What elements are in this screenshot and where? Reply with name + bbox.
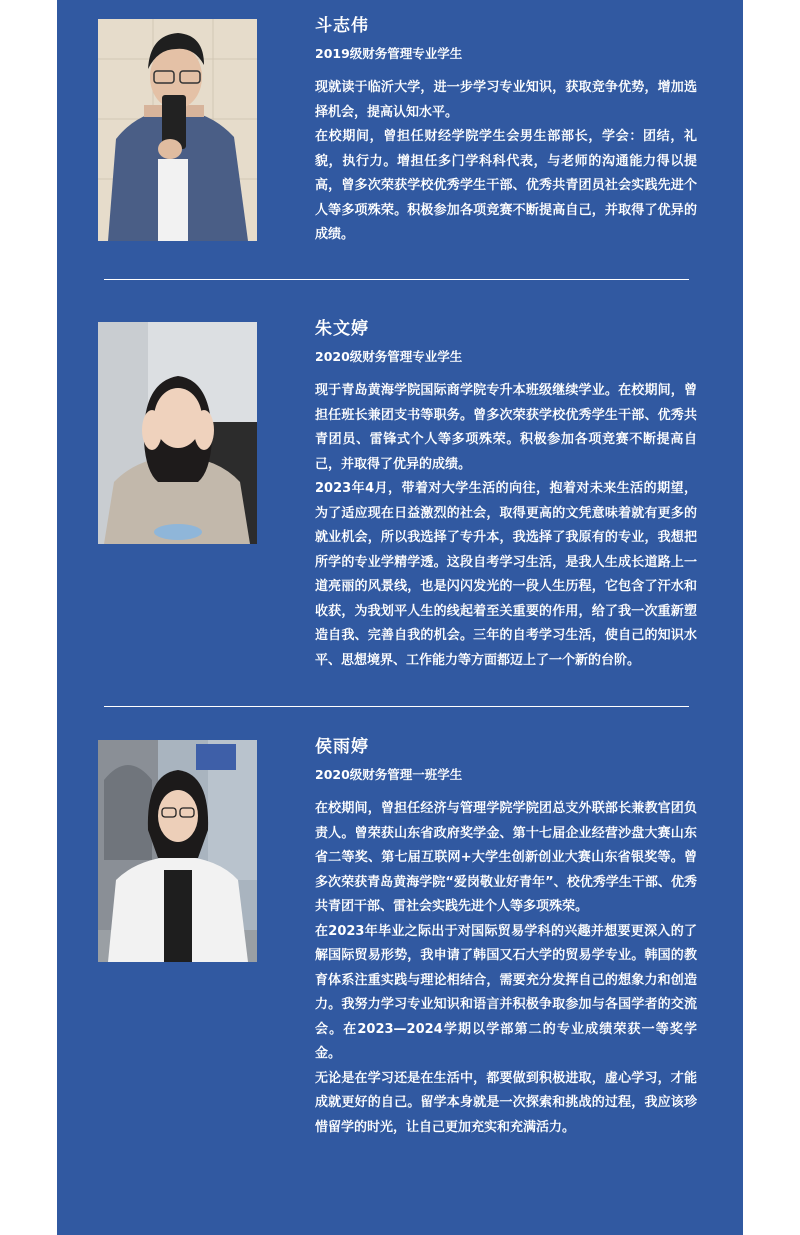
profile-bio xyxy=(315,379,697,673)
bio-paragraph: 在校期间，曾担任财经学院学生会男生部部长，学会：团结，礼貌，执行力。增担任多门学科科代表，与老师的沟通能力得以提高，曾多次荣获学校优秀学生干部、优秀共青团员社会实践先进个人等多项殊荣。积极参加各项竞赛不断提高自己，并取得了优异的成绩。 xyxy=(315,129,697,242)
profile-bio xyxy=(315,76,697,248)
bio-paragraph: 现于青岛黄海学院国际商学院专升本班级继续学业。在校期间，曾担任班长兼团支书等职务。曾多次荣获学校优秀学生干部、优秀共青团员、雷锋式个人等多项殊荣。积极参加各项竞赛不断提高自己，并取得了优异的成绩。 xyxy=(315,383,697,472)
profile-role: 2019级财务管理专业学生 xyxy=(315,46,463,61)
bio-paragraph: 无论是在学习还是在生活中，都要做到积极进取，虚心学习，才能成就更好的自己。留学本身就是一次探索和挑战的过程，我应该珍惜留学的时光，让自己更加充实和充满活力。 xyxy=(315,1070,697,1135)
profile-photo-dou-zhiwei xyxy=(98,19,257,241)
profile-photo-zhu-wenting xyxy=(98,322,257,544)
profile-role: 2020级财务管理一班学生 xyxy=(315,767,463,782)
profile-info-zhu-wenting xyxy=(315,318,697,673)
content-panel xyxy=(57,0,743,1235)
profile-name: 斗志伟 xyxy=(315,16,369,36)
profile-bio xyxy=(315,797,697,1140)
profile-info-hou-yuting xyxy=(315,736,697,1140)
bio-paragraph: 在2023年毕业之际出于对国际贸易学科的兴趣并想要更深入的了解国际贸易形势，我申请了韩国又石大学的贸易学专业。韩国的教育体系注重实践与理论相结合，需要充分发挥自己的想象力和创造力。我努力学习专业知识和语言并积极争取参加与各国学者的交流会。在2023—2024学期以学部第二的专业成绩荣获一等奖学金。 xyxy=(315,923,697,1061)
bio-paragraph: 2023年4月，带着对大学生活的向往，抱着对未来生活的期望，为了适应现在日益激烈的社会，取得更高的文凭意味着就有更多的就业机会，所以我选择了专升本，我选择了我原有的专业，我想把所学的专业学精学透。这段自考学习生活，是我人生成长道路上一道亮丽的风景线，也是闪闪发光的一段人生历程，它包含了汗水和收获，为我划平人生的线起着至关重要的作用，给了我一次重新塑造自我、完善自我的机会。三年的自考学习生活，使自己的知识水平、思想境界、工作能力等方面都迈上了一个新的台阶。 xyxy=(315,481,697,668)
bio-paragraph: 现就读于临沂大学，进一步学习专业知识，获取竞争优势，增加选择机会，提高认知水平。 xyxy=(315,80,697,120)
section-divider xyxy=(104,706,689,707)
section-divider xyxy=(104,279,689,280)
profile-photo-hou-yuting xyxy=(98,740,257,962)
profile-info-dou-zhiwei xyxy=(315,15,697,248)
profile-name: 朱文婷 xyxy=(315,319,369,339)
bio-paragraph: 在校期间，曾担任经济与管理学院学院团总支外联部长兼教官团负责人。曾荣获山东省政府奖学金、第十七届企业经营沙盘大赛山东省二等奖、第七届互联网+大学生创新创业大赛山东省银奖等。曾多次荣获青岛黄海学院“爱岗敬业好青年”、校优秀学生干部、优秀共青团干部、雷社会实践先进个人等多项殊荣。 xyxy=(315,801,697,914)
profile-role: 2020级财务管理专业学生 xyxy=(315,349,463,364)
profile-name: 侯雨婷 xyxy=(315,737,369,757)
